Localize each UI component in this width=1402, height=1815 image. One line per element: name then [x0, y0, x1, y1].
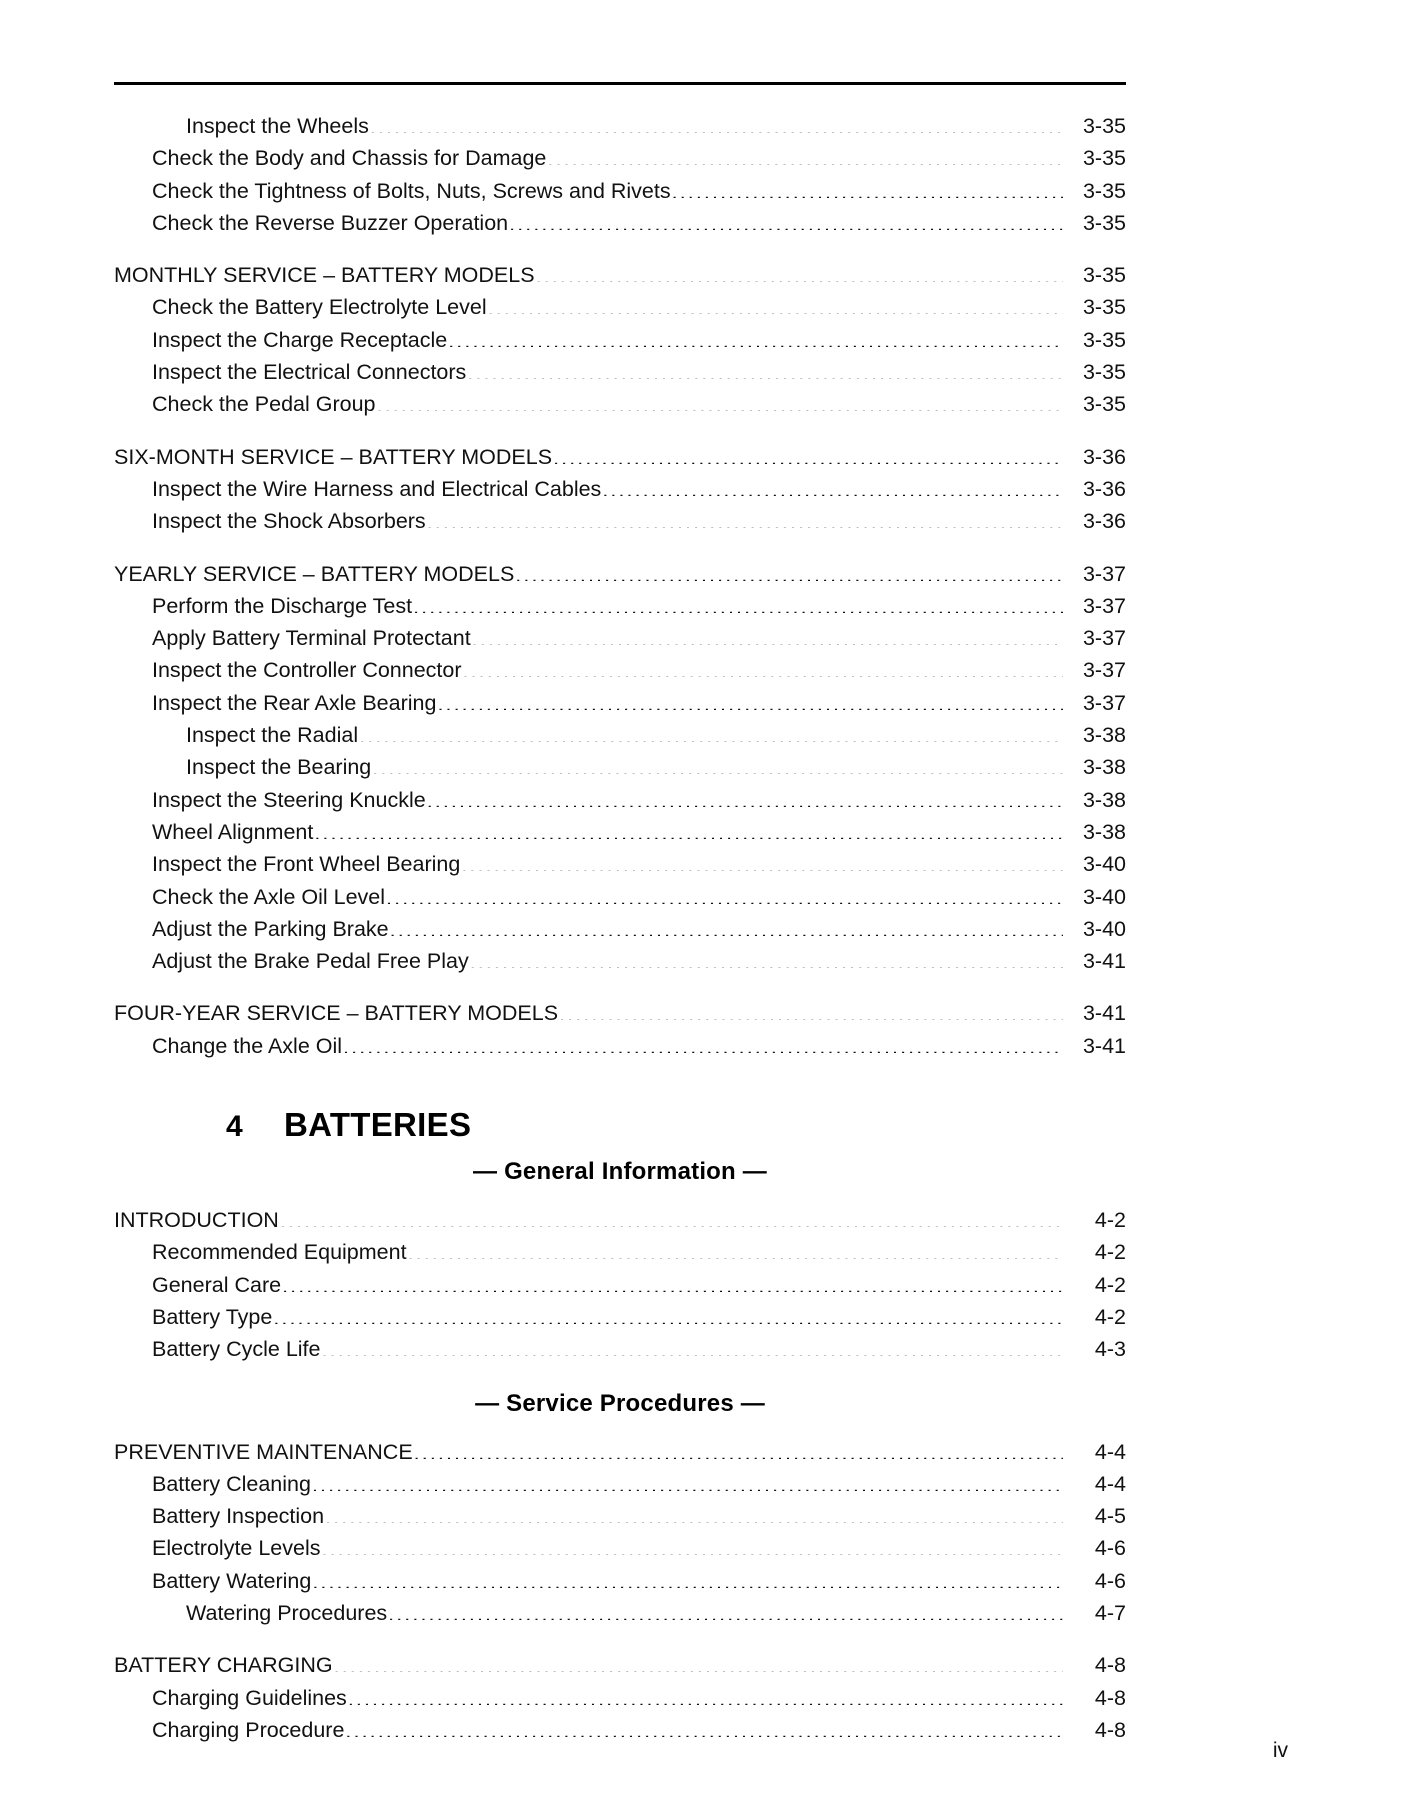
toc-entry-page: 3-35: [1082, 178, 1126, 203]
toc-entry-title: Inspect the Front Wheel Bearing: [152, 852, 461, 877]
toc-entry-title: Adjust the Parking Brake: [152, 916, 389, 941]
toc-entry-page: 3-38: [1082, 819, 1126, 844]
toc-entry-title: Check the Tightness of Bolts, Nuts, Screws and Rivets: [152, 178, 671, 203]
toc-entry-page: 4-3: [1094, 1337, 1126, 1362]
toc-entry-page: 3-35: [1082, 295, 1126, 320]
toc-entry-page: 3-35: [1082, 263, 1126, 288]
toc-leader-dots: [343, 1031, 1063, 1053]
toc-entry-page: 3-41: [1082, 1001, 1126, 1026]
toc-leader-dots: [553, 442, 1063, 464]
toc-entry-page: 4-4: [1094, 1439, 1126, 1464]
toc-leader-dots: [345, 1715, 1063, 1737]
toc-leader-dots: [282, 1270, 1063, 1292]
toc-entry-page: 3-38: [1082, 755, 1126, 780]
toc-entry-page: 3-35: [1082, 146, 1126, 171]
toc-entry[interactable]: [152, 784, 1126, 816]
toc-entry-title: Check the Reverse Buzzer Operation: [152, 210, 509, 235]
toc-entry[interactable]: [152, 1500, 1126, 1532]
toc-entry-title: PREVENTIVE MAINTENANCE: [114, 1439, 413, 1464]
toc-leader-dots: [388, 1598, 1063, 1620]
toc-leader-dots: [390, 914, 1063, 936]
toc-entry-page: 3-40: [1082, 884, 1126, 909]
toc-leader-dots: [602, 474, 1063, 496]
part-heading: — Service Procedures —: [475, 1389, 765, 1417]
toc-entry[interactable]: [114, 558, 1126, 590]
toc-entry[interactable]: [152, 505, 1126, 537]
toc-entry[interactable]: [152, 913, 1126, 945]
chapter-heading: [114, 1106, 1126, 1144]
toc-entry[interactable]: [152, 1468, 1126, 1500]
toc-entry[interactable]: [186, 1597, 1126, 1629]
toc-entry-page: 3-37: [1082, 690, 1126, 715]
toc-entry-page: 3-38: [1082, 723, 1126, 748]
toc-leader-dots: [372, 753, 1063, 775]
toc-entry[interactable]: [152, 622, 1126, 654]
toc-entry-title: BATTERY CHARGING: [114, 1653, 333, 1678]
toc-entry-page: 4-7: [1094, 1600, 1126, 1625]
toc-entry-title: Adjust the Brake Pedal Free Play: [152, 949, 469, 974]
toc-leader-dots: [359, 721, 1063, 743]
page-folio: iv: [1272, 1739, 1288, 1762]
toc-entry-page: 3-35: [1082, 114, 1126, 138]
toc-leader-dots: [472, 624, 1063, 646]
toc-entry-title: Apply Battery Terminal Protectant: [152, 626, 471, 651]
toc-leader-dots: [314, 817, 1063, 839]
toc-entry-title: FOUR-YEAR SERVICE – BATTERY MODELS: [114, 1001, 559, 1026]
toc-leader-dots: [414, 1437, 1063, 1459]
toc-entry[interactable]: [152, 654, 1126, 686]
toc-entry[interactable]: [152, 1333, 1126, 1365]
chapter-number: 4: [226, 1110, 243, 1144]
toc-entry-title: MONTHLY SERVICE – BATTERY MODELS: [114, 263, 535, 288]
toc-leader-dots: [312, 1469, 1063, 1491]
toc-entry-page: 3-36: [1082, 509, 1126, 534]
toc-entry-title: INTRODUCTION: [114, 1208, 279, 1233]
toc-entry-page: 4-2: [1094, 1240, 1126, 1265]
toc-entry-page: 3-35: [1082, 360, 1126, 385]
toc-entry-title: Inspect the Rear Axle Bearing: [152, 690, 437, 715]
toc-entry[interactable]: [114, 997, 1126, 1029]
toc-entry[interactable]: [152, 848, 1126, 880]
toc-entry[interactable]: [152, 1269, 1126, 1301]
toc-leader-dots: [427, 785, 1063, 807]
toc-entry-title: SIX-MONTH SERVICE – BATTERY MODELS: [114, 444, 553, 469]
toc-entry-title: YEARLY SERVICE – BATTERY MODELS: [114, 561, 515, 586]
toc-entry-page: 4-2: [1094, 1304, 1126, 1329]
toc-entry-page: 4-4: [1094, 1471, 1126, 1496]
toc-leader-dots: [312, 1566, 1063, 1588]
toc-entry[interactable]: [152, 356, 1126, 388]
toc-leader-dots: [470, 947, 1063, 969]
toc-entry-page: 3-36: [1082, 476, 1126, 501]
toc-entry-title: Inspect the Wire Harness and Electrical Cables: [152, 476, 602, 501]
toc-entry[interactable]: [152, 1532, 1126, 1564]
toc-entry[interactable]: [152, 388, 1126, 420]
toc-entry[interactable]: [114, 1204, 1126, 1236]
toc-leader-dots: [348, 1683, 1063, 1705]
toc-entry-page: 3-35: [1082, 327, 1126, 352]
toc-entry-title: Charging Guidelines: [152, 1685, 347, 1710]
toc-entry-title: Battery Cleaning: [152, 1471, 311, 1496]
toc-entry[interactable]: [152, 324, 1126, 356]
toc-entry-page: 3-40: [1082, 852, 1126, 877]
toc-entry-title: Wheel Alignment: [152, 819, 314, 844]
header-rule: [114, 82, 1126, 85]
toc-leader-dots: [321, 1335, 1063, 1357]
toc-entry-page: 3-35: [1082, 210, 1126, 235]
toc-entry[interactable]: [152, 175, 1126, 207]
toc-entry-page: 4-8: [1094, 1685, 1126, 1710]
toc-entry-page: 4-8: [1094, 1717, 1126, 1742]
toc-entry-title: Battery Watering: [152, 1568, 312, 1593]
toc-entry[interactable]: [114, 441, 1126, 473]
toc-entry[interactable]: [114, 1436, 1126, 1468]
toc-leader-dots: [461, 850, 1063, 872]
toc-leader-dots: [463, 656, 1063, 678]
toc-entry[interactable]: [152, 1236, 1126, 1268]
chapter-title: BATTERIES: [284, 1106, 472, 1144]
toc-leader-dots: [322, 1534, 1064, 1556]
toc-leader-dots: [377, 390, 1064, 412]
toc-entry-title: Inspect the Wheels: [186, 114, 369, 138]
toc-leader-dots: [413, 591, 1063, 613]
toc-entry-title: Check the Axle Oil Level: [152, 884, 386, 909]
toc-leader-dots: [334, 1651, 1063, 1673]
toc-entry[interactable]: [152, 590, 1126, 622]
toc-entry-title: Check the Battery Electrolyte Level: [152, 295, 487, 320]
toc-entry-title: Inspect the Bearing: [186, 755, 372, 780]
toc-leader-dots: [370, 112, 1063, 134]
toc-leader-dots: [437, 688, 1063, 710]
toc-leader-dots: [448, 325, 1063, 347]
toc-leader-dots: [547, 144, 1063, 166]
toc-leader-dots: [427, 507, 1063, 529]
toc-entry-page: 3-40: [1082, 916, 1126, 941]
toc-entry-page: 4-5: [1094, 1504, 1126, 1529]
toc-entry-title: Perform the Discharge Test: [152, 593, 413, 618]
toc-entry-page: 3-36: [1082, 444, 1126, 469]
toc-leader-dots: [509, 208, 1063, 230]
toc-entry[interactable]: [152, 1682, 1126, 1714]
toc-leader-dots: [672, 176, 1063, 198]
toc-content: [114, 110, 1126, 1746]
toc-leader-dots: [273, 1302, 1063, 1324]
toc-leader-dots: [536, 261, 1063, 283]
toc-entry-title: Watering Procedures: [186, 1600, 388, 1625]
toc-entry-title: Recommended Equipment: [152, 1240, 407, 1265]
toc-entry[interactable]: [152, 945, 1126, 977]
toc-entry-title: Check the Pedal Group: [152, 392, 376, 417]
toc-entry-page: 4-8: [1094, 1653, 1126, 1678]
toc-entry[interactable]: [186, 110, 1126, 142]
toc-leader-dots: [386, 882, 1063, 904]
toc-entry[interactable]: [152, 1301, 1126, 1333]
toc-entry[interactable]: [152, 207, 1126, 239]
toc-entry-title: General Care: [152, 1272, 282, 1297]
toc-entry-page: 3-37: [1082, 593, 1126, 618]
toc-section-chapter-4: [114, 1158, 1126, 1746]
toc-leader-dots: [408, 1238, 1063, 1260]
toc-entry-title: Battery Cycle Life: [152, 1337, 321, 1362]
toc-entry[interactable]: [152, 1714, 1126, 1746]
toc-entry[interactable]: [114, 259, 1126, 291]
toc-leader-dots: [467, 358, 1063, 380]
toc-entry-page: 3-41: [1082, 1033, 1126, 1058]
toc-entry-page: 3-38: [1082, 787, 1126, 812]
toc-entry-page: 3-37: [1082, 561, 1126, 586]
toc-entry[interactable]: [152, 291, 1126, 323]
part-heading: — General Information —: [473, 1158, 767, 1186]
toc-entry-title: Inspect the Radial: [186, 723, 359, 748]
toc-entry-page: 4-2: [1094, 1272, 1126, 1297]
toc-entry-title: Electrolyte Levels: [152, 1536, 321, 1561]
toc-entry-title: Change the Axle Oil: [152, 1033, 343, 1058]
toc-entry-title: Battery Inspection: [152, 1504, 325, 1529]
toc-entry-page: 3-41: [1082, 949, 1126, 974]
toc-leader-dots: [280, 1206, 1063, 1228]
toc-entry-title: Check the Body and Chassis for Damage: [152, 146, 547, 171]
toc-leader-dots: [559, 999, 1063, 1021]
toc-entry-page: 4-2: [1094, 1208, 1126, 1233]
toc-section-chapter-3: [114, 110, 1126, 1062]
toc-entry-title: Charging Procedure: [152, 1717, 345, 1742]
toc-entry-title: Inspect the Charge Receptacle: [152, 327, 448, 352]
toc-entry[interactable]: [186, 719, 1126, 751]
toc-entry[interactable]: [152, 1565, 1126, 1597]
toc-entry[interactable]: [114, 1649, 1126, 1681]
toc-entry-page: 4-6: [1094, 1568, 1126, 1593]
toc-entry-title: Inspect the Steering Knuckle: [152, 787, 426, 812]
toc-leader-dots: [515, 559, 1063, 581]
toc-entry-page: 3-37: [1082, 626, 1126, 651]
toc-entry[interactable]: [152, 816, 1126, 848]
toc-entry[interactable]: [152, 1030, 1126, 1062]
toc-entry-title: Inspect the Controller Connector: [152, 658, 462, 683]
toc-entry[interactable]: [152, 473, 1126, 505]
toc-entry-page: 4-6: [1094, 1536, 1126, 1561]
toc-entry-title: Inspect the Electrical Connectors: [152, 360, 467, 385]
toc-entry[interactable]: [152, 687, 1126, 719]
toc-entry[interactable]: [152, 142, 1126, 174]
toc-leader-dots: [325, 1502, 1063, 1524]
toc-entry-page: 3-37: [1082, 658, 1126, 683]
toc-entry-title: Inspect the Shock Absorbers: [152, 509, 426, 534]
toc-entry-title: Battery Type: [152, 1304, 273, 1329]
toc-entry-page: 3-35: [1082, 392, 1126, 417]
toc-entry[interactable]: [186, 751, 1126, 783]
toc-leader-dots: [488, 293, 1063, 315]
toc-entry[interactable]: [152, 881, 1126, 913]
